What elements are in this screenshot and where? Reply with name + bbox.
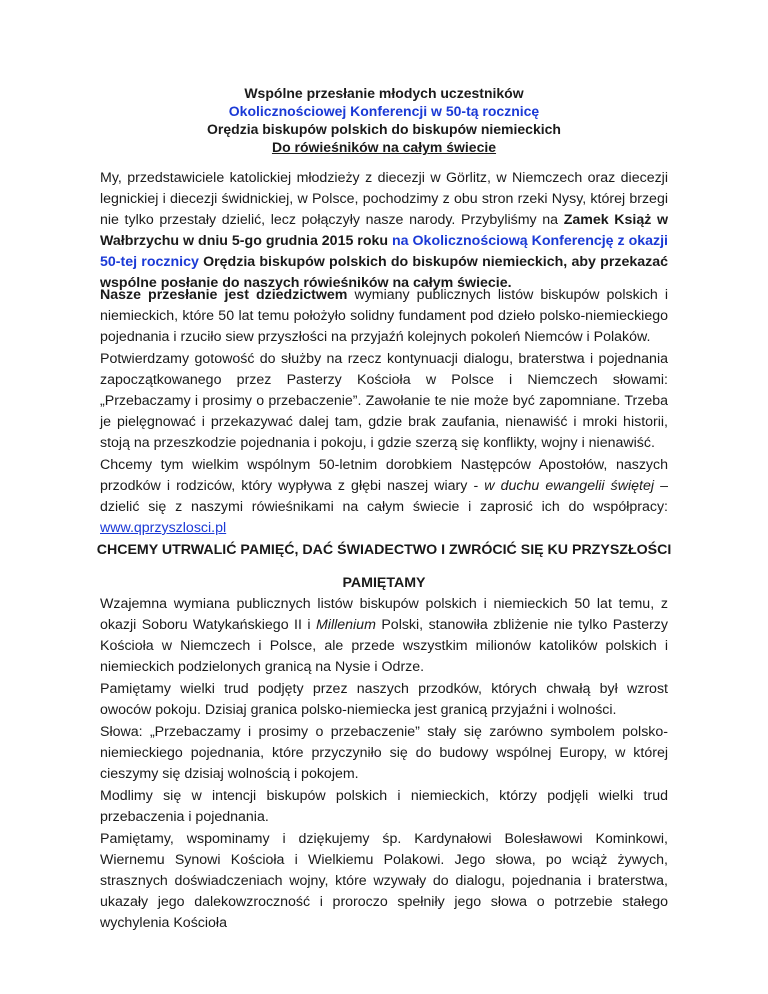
document-title: [100, 84, 668, 156]
paragraph-letters-exchange: Wzajemna wymiana publicznych listów biskupów polskich i niemieckich 50 lat temu, z okazji Soboru Watykańskiego II i Millenium Polski, stanowiła zbliżenie nie tylko Pasterzy Kościoła w Niemczech i Polsce, ale przede wszystkim milionów katolików polskich i niemieckich podzielonych granicą na Nysie i Odrze.: [100, 596, 668, 675]
title-line-2: Okolicznościowej Konferencji w 50-tą rocznicę: [228, 103, 540, 119]
paragraph-intro: My, przedstawiciele katolickiej młodzieży z diecezji w Görlitz, w Niemczech oraz diecezji legnickiej i diecezji świdnickiej, w Polsce, pochodzimy z obu stron rzeki Nysy, której brzegi nie tylko przestały dzielić, lecz połączyły nasze narody. Przybyliśmy na Zamek Książ w Wałbrzychu w dniu 5-go grudnia 2015 roku na Okolicznościową Konferencję z okazji 50-tej rocznicy Orędzia biskupów polskich do biskupów niemieckich, aby przekazać wspólne posłanie do naszych rówieśników na całym świecie.: [100, 170, 668, 291]
paragraph-forgiveness: Słowa: „Przebaczamy i prosimy o przebaczenie” stały się zarówno symbolem polsko-niemieckiego pojednania, które przyczyniło się do budowy wspólnej Europy, w której cieszymy się dzisiaj wolnością i pokojem.: [100, 724, 668, 782]
subsection-heading: PAMIĘTAMY: [342, 575, 426, 591]
paragraph-heritage: Nasze przesłanie jest dziedzictwem wymiany publicznych listów biskupów polskich i niemieckich, które 50 lat temu położyło solidny fundament pod dzieło polsko-niemieckiego pojednania i rzuciło siew przyszłości na przyjaźń kolejnych pokoleń Niemców i Polaków.: [100, 287, 668, 345]
paragraph-cardinal-kominek: Pamiętamy, wspominamy i dziękujemy śp. Kardynałowi Bolesławowi Kominkowi, Wiernemu Synowi Kościoła i Wielkiemu Polakowi. Jego słowa, po wciąż żywych, strasznych doświadczeniach wojny, które wzywały do dialogu, pojednania i braterstwa, ukazały jego dalekowzroczność i proroczo spełniły jego słowa o potrzebie stałego wychylenia Kościoła: [100, 831, 668, 931]
website-link[interactable]: www.qprzyszlosci.pl: [100, 520, 227, 536]
section-heading: CHCEMY UTRWALIĆ PAMIĘĆ, DAĆ ŚWIADECTWO I ZWRÓCIĆ SIĘ KU PRZYSZŁOŚCI: [96, 542, 672, 558]
paragraph-prayer: Modlimy się w intencji biskupów polskich i niemieckich, którzy podjęli wielki trud przebaczenia i pojednania.: [100, 788, 668, 825]
title-line-3: Orędzia biskupów polskich do biskupów niemieckich: [207, 121, 561, 137]
title-line-4: Do rówieśników na całym świecie: [271, 139, 497, 155]
title-line-1: Wspólne przesłanie młodych uczestników: [244, 85, 524, 101]
paragraph-ancestors: Pamiętamy wielki trud podjęty przez naszych przodków, których chwałą był wzrost owoców pokoju. Dzisiaj granica polsko-niemiecka jest granicą przyjaźni i wolności.: [100, 681, 668, 718]
paragraph-readiness: Potwierdzamy gotowość do służby na rzecz kontynuacji dialogu, braterstwa i pojednania zapoczątkowanego przez Pasterzy Kościoła w Polsce i Niemczech słowami: „Przebaczamy i prosimy o przebaczenie”. Zawołanie te nie może być zapomniane. Trzeba je pielęgnować i przekazywać dalej tam, gdzie brak zaufania, nienawiść i mroki historii, stoją na przeszkodzie pojednania i pokoju, i gdzie szerzą się konflikty, wojny i nienawiść.: [100, 351, 668, 451]
paragraph-sharing: Chcemy tym wielkim wspólnym 50-letnim dorobkiem Następców Apostołów, naszych przodków i rodziców, który wypływa z głębi naszej wiary - w duchu ewangelii świętej – dzielić się z naszymi rówieśnikami na całym świecie i zaprosić ich do współpracy: www.qprzyszlosci.pl: [100, 457, 668, 536]
